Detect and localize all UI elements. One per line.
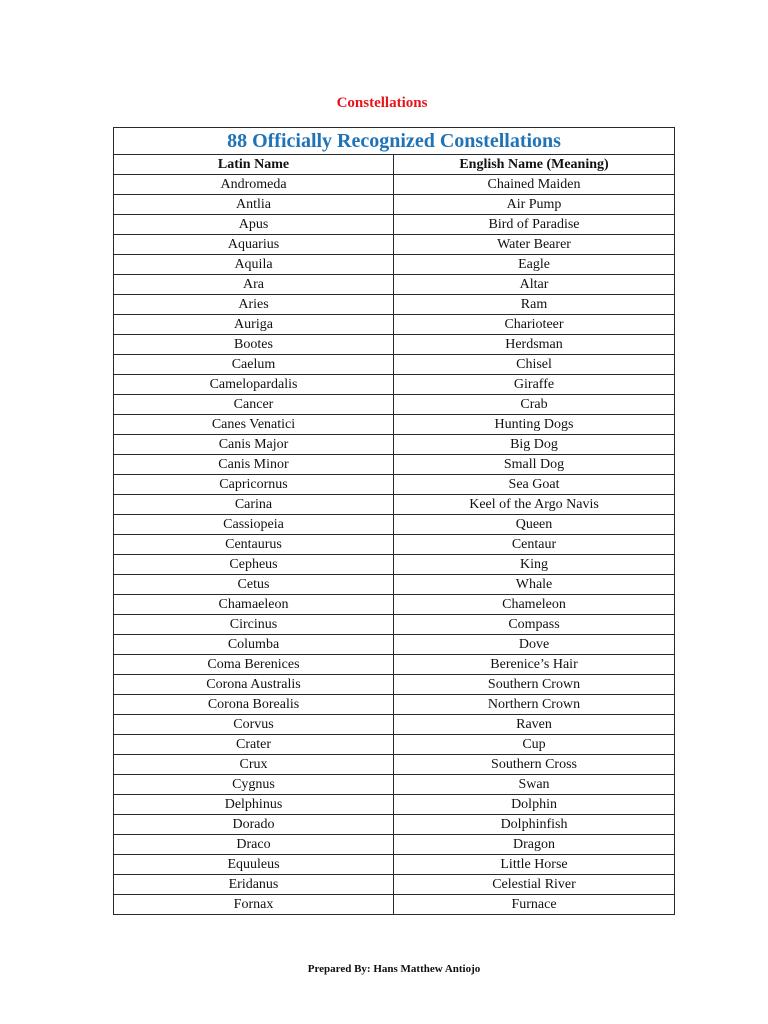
latin-name-cell: Circinus [114,615,394,635]
latin-name-cell: Canis Minor [114,455,394,475]
english-name-cell: Centaur [394,535,675,555]
latin-name-cell: Cetus [114,575,394,595]
english-name-cell: Big Dog [394,435,675,455]
latin-name-cell: Fornax [114,895,394,915]
english-name-cell: King [394,555,675,575]
page-title: Constellations [336,95,428,111]
english-name-cell: Dolphin [394,795,675,815]
prepared-by-footer: Prepared By: Hans Matthew Antiojo [307,963,481,975]
latin-name-cell: Andromeda [114,175,394,195]
english-name-cell: Little Horse [394,855,675,875]
table-row [114,235,675,255]
table-row [114,895,675,915]
table-row [114,555,675,575]
table-row [114,855,675,875]
table-row [114,335,675,355]
latin-name-cell: Delphinus [114,795,394,815]
table-row [114,275,675,295]
latin-name-cell: Cygnus [114,775,394,795]
constellations-table [113,127,675,915]
table-row [114,875,675,895]
table-row [114,355,675,375]
table-row [114,175,675,195]
english-name-cell: Dolphinfish [394,815,675,835]
table-row [114,435,675,455]
english-name-cell: Herdsman [394,335,675,355]
english-name-cell: Cup [394,735,675,755]
constellations-table-container [113,127,674,915]
latin-name-cell: Cassiopeia [114,515,394,535]
table-row [114,835,675,855]
latin-name-cell: Aries [114,295,394,315]
english-name-cell: Charioteer [394,315,675,335]
table-row [114,515,675,535]
latin-name-cell: Canis Major [114,435,394,455]
english-name-cell: Chained Maiden [394,175,675,195]
latin-name-cell: Apus [114,215,394,235]
table-row [114,735,675,755]
table-row [114,775,675,795]
latin-name-cell: Camelopardalis [114,375,394,395]
table-row [114,655,675,675]
latin-name-cell: Eridanus [114,875,394,895]
english-name-cell: Queen [394,515,675,535]
table-body [114,175,675,915]
english-name-cell: Celestial River [394,875,675,895]
latin-name-cell: Cepheus [114,555,394,575]
table-row [114,615,675,635]
table-row [114,695,675,715]
english-name-cell: Water Bearer [394,235,675,255]
english-name-cell: Chameleon [394,595,675,615]
english-name-cell: Hunting Dogs [394,415,675,435]
latin-name-cell: Chamaeleon [114,595,394,615]
latin-name-cell: Crater [114,735,394,755]
table-row [114,635,675,655]
table-caption: 88 Officially Recognized Constellations [114,128,675,155]
latin-name-cell: Corvus [114,715,394,735]
table-row [114,595,675,615]
latin-name-cell: Cancer [114,395,394,415]
latin-name-cell: Aquarius [114,235,394,255]
table-row [114,375,675,395]
english-name-cell: Bird of Paradise [394,215,675,235]
table-row [114,295,675,315]
table-row [114,315,675,335]
latin-name-cell: Centaurus [114,535,394,555]
latin-name-cell: Auriga [114,315,394,335]
table-row [114,795,675,815]
latin-name-cell: Bootes [114,335,394,355]
english-name-cell: Giraffe [394,375,675,395]
english-name-cell: Raven [394,715,675,735]
english-name-cell: Southern Cross [394,755,675,775]
latin-name-cell: Corona Australis [114,675,394,695]
latin-name-cell: Draco [114,835,394,855]
table-row [114,395,675,415]
column-header-english-name: English Name (Meaning) [394,155,675,175]
english-name-cell: Crab [394,395,675,415]
table-row [114,535,675,555]
latin-name-cell: Caelum [114,355,394,375]
table-header-row [114,155,675,175]
column-header-latin-name: Latin Name [114,155,394,175]
english-name-cell: Northern Crown [394,695,675,715]
english-name-cell: Keel of the Argo Navis [394,495,675,515]
table-row [114,675,675,695]
english-name-cell: Dove [394,635,675,655]
latin-name-cell: Capricornus [114,475,394,495]
english-name-cell: Berenice’s Hair [394,655,675,675]
table-row [114,215,675,235]
latin-name-cell: Carina [114,495,394,515]
latin-name-cell: Ara [114,275,394,295]
table-row [114,255,675,275]
table-row [114,755,675,775]
latin-name-cell: Dorado [114,815,394,835]
latin-name-cell: Canes Venatici [114,415,394,435]
english-name-cell: Eagle [394,255,675,275]
english-name-cell: Compass [394,615,675,635]
english-name-cell: Air Pump [394,195,675,215]
table-row [114,475,675,495]
latin-name-cell: Corona Borealis [114,695,394,715]
english-name-cell: Southern Crown [394,675,675,695]
english-name-cell: Furnace [394,895,675,915]
latin-name-cell: Equuleus [114,855,394,875]
english-name-cell: Sea Goat [394,475,675,495]
latin-name-cell: Crux [114,755,394,775]
table-row [114,495,675,515]
latin-name-cell: Coma Berenices [114,655,394,675]
latin-name-cell: Columba [114,635,394,655]
table-row [114,415,675,435]
english-name-cell: Chisel [394,355,675,375]
table-caption-row [114,128,675,155]
table-row [114,815,675,835]
english-name-cell: Whale [394,575,675,595]
table-row [114,195,675,215]
table-row [114,455,675,475]
english-name-cell: Swan [394,775,675,795]
latin-name-cell: Aquila [114,255,394,275]
english-name-cell: Altar [394,275,675,295]
latin-name-cell: Antlia [114,195,394,215]
table-row [114,575,675,595]
table-row [114,715,675,735]
english-name-cell: Ram [394,295,675,315]
english-name-cell: Small Dog [394,455,675,475]
english-name-cell: Dragon [394,835,675,855]
